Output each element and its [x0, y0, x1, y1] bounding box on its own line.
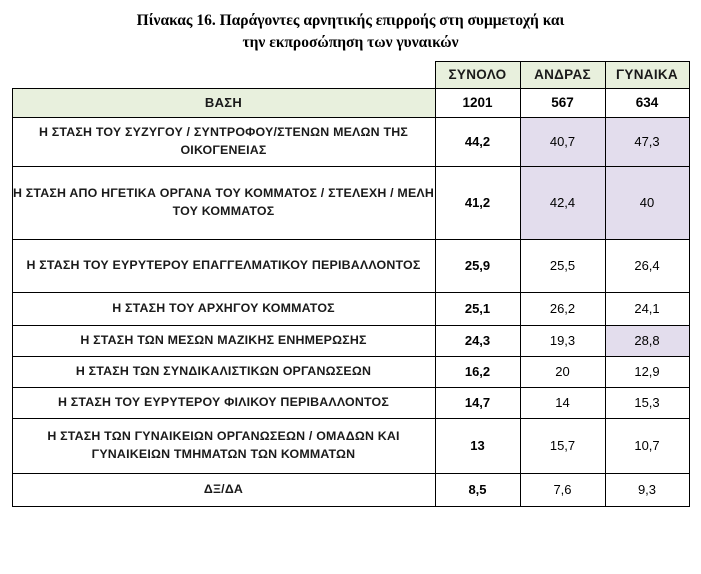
cell-man: 15,7 [520, 418, 605, 473]
cell-man: 26,2 [520, 292, 605, 325]
cell-man: 42,4 [520, 166, 605, 239]
cell-total: 44,2 [435, 117, 520, 166]
data-table [12, 61, 690, 507]
caption-line-2: την εκπροσώπηση των γυναικών [242, 34, 459, 52]
row-label: Η ΣΤΑΣΗ ΤΟΥ ΕΥΡΥΤΕΡΟΥ ΦΙΛΙΚΟΥ ΠΕΡΙΒΑΛΛΟΝΤΟΣ [12, 387, 435, 418]
table-row [12, 387, 689, 418]
cell-man: 40,7 [520, 117, 605, 166]
cell-woman: 24,1 [605, 292, 689, 325]
base-value-man: 567 [520, 88, 605, 117]
cell-woman: 28,8 [605, 325, 689, 356]
row-label: Η ΣΤΑΣΗ ΤΟΥ ΕΥΡΥΤΕΡΟΥ ΕΠΑΓΓΕΛΜΑΤΙΚΟΥ ΠΕΡΙΒΑΛΛΟΝΤΟΣ [12, 239, 435, 292]
cell-man: 7,6 [520, 473, 605, 506]
cell-man: 19,3 [520, 325, 605, 356]
cell-total: 16,2 [435, 356, 520, 387]
base-value-total: 1201 [435, 88, 520, 117]
table-header-row [12, 61, 689, 88]
header-cell-woman: ΓΥΝΑΙΚΑ [605, 61, 689, 88]
table-row [12, 356, 689, 387]
cell-man: 14 [520, 387, 605, 418]
row-label: Η ΣΤΑΣΗ ΤΟΥ ΣΥΖΥΓΟΥ / ΣΥΝΤΡΟΦΟΥ/ΣΤΕΝΩΝ ΜΕΛΩΝ ΤΗΣ ΟΙΚΟΓΕΝΕΙΑΣ [12, 117, 435, 166]
cell-total: 8,5 [435, 473, 520, 506]
row-label: Η ΣΤΑΣΗ ΑΠΟ ΗΓΕΤΙΚΑ ΟΡΓΑΝΑ ΤΟΥ ΚΟΜΜΑΤΟΣ / ΣΤΕΛΕΧΗ / ΜΕΛΗ ΤΟΥ ΚΟΜΜΑΤΟΣ [12, 166, 435, 239]
cell-total: 41,2 [435, 166, 520, 239]
cell-woman: 12,9 [605, 356, 689, 387]
cell-woman: 47,3 [605, 117, 689, 166]
table-row-base [12, 88, 689, 117]
cell-total: 25,1 [435, 292, 520, 325]
cell-woman: 26,4 [605, 239, 689, 292]
row-label-base: ΒΑΣΗ [12, 88, 435, 117]
table-row [12, 292, 689, 325]
base-value-woman: 634 [605, 88, 689, 117]
table-row [12, 239, 689, 292]
header-cell-blank [12, 61, 435, 88]
table-row [12, 418, 689, 473]
cell-total: 24,3 [435, 325, 520, 356]
cell-man: 25,5 [520, 239, 605, 292]
header-cell-total: ΣΥΝΟΛΟ [435, 61, 520, 88]
cell-woman: 10,7 [605, 418, 689, 473]
cell-man: 20 [520, 356, 605, 387]
table-caption [0, 0, 701, 55]
row-label: Η ΣΤΑΣΗ ΤΟΥ ΑΡΧΗΓΟΥ ΚΟΜΜΑΤΟΣ [12, 292, 435, 325]
cell-total: 14,7 [435, 387, 520, 418]
cell-woman: 40 [605, 166, 689, 239]
table-row [12, 117, 689, 166]
row-label: Η ΣΤΑΣΗ ΤΩΝ ΜΕΣΩΝ ΜΑΖΙΚΗΣ ΕΝΗΜΕΡΩΣΗΣ [12, 325, 435, 356]
table-row [12, 166, 689, 239]
row-label: ΔΞ/ΔΑ [12, 473, 435, 506]
row-label: Η ΣΤΑΣΗ ΤΩΝ ΣΥΝΔΙΚΑΛΙΣΤΙΚΩΝ ΟΡΓΑΝΩΣΕΩΝ [12, 356, 435, 387]
row-label: Η ΣΤΑΣΗ ΤΩΝ ΓΥΝΑΙΚΕΙΩΝ ΟΡΓΑΝΩΣΕΩΝ / ΟΜΑΔΩΝ ΚΑΙ ΓΥΝΑΙΚΕΙΩΝ ΤΜΗΜΑΤΩΝ ΤΩΝ ΚΟΜΜΑΤΩΝ [12, 418, 435, 473]
table-row [12, 325, 689, 356]
caption-line-1: Πίνακας 16. Παράγοντες αρνητικής επιρροής στη συμμετοχή και [136, 12, 565, 29]
table-row [12, 473, 689, 506]
cell-woman: 9,3 [605, 473, 689, 506]
cell-woman: 15,3 [605, 387, 689, 418]
cell-total: 25,9 [435, 239, 520, 292]
cell-total: 13 [435, 418, 520, 473]
header-cell-man: ΑΝΔΡΑΣ [520, 61, 605, 88]
